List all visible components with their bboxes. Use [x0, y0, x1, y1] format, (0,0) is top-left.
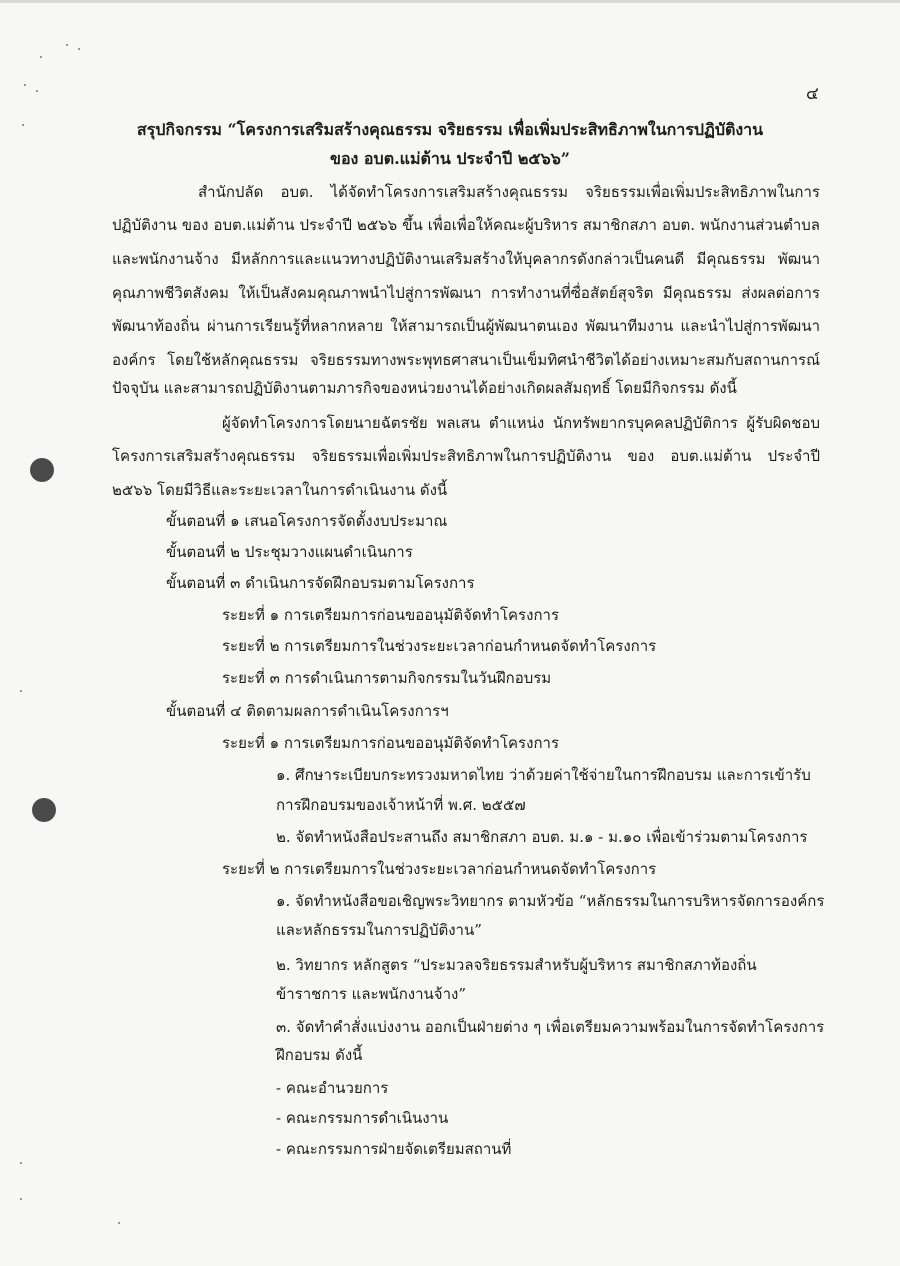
intro-line: พัฒนาท้องถิ่น ผ่านการเรียนรู้ที่หลากหลาย ให้สามารถเป็นผู้พัฒนาตนเอง พัฒนาทีมงาน และนำไปสู่การพัฒนา [112, 317, 820, 335]
intro-line: ปฏิบัติงาน ของ อบต.แม่ต้าน ประจำปี ๒๕๖๖ ขึ้น เพื่อเพื่อให้คณะผู้บริหาร สมาชิกสภา อบต. พนักงานส่วนตำบล [112, 216, 820, 234]
intro-line: คุณภาพชีวิตสังคม ให้เป็นสังคมคุณภาพนำไปสู่การพัฒนา การทำงานที่ซื่อสัตย์สุจริต มีคุณธรรม ส่งผลต่อการ [112, 284, 820, 302]
step-4: ขั้นตอนที่ ๔ ติดตามผลการดำเนินโครงการฯ [166, 702, 449, 720]
step-4-phase-2-item-2: ๒. วิทยากร หลักสูตร “ประมวลจริยธรรมสำหรับผู้บริหาร สมาชิกสภาท้องถิ่น [276, 956, 757, 974]
organizer-line: ๒๕๖๖ โดยมีวิธีและระยะเวลาในการดำเนินงาน ดังนี้ [112, 481, 448, 499]
committee-item: - คณะอำนวยการ [276, 1079, 389, 1097]
step-3-phase-2: ระยะที่ ๒ การเตรียมการในช่วงระยะเวลาก่อนกำหนดจัดทำโครงการ [222, 637, 657, 655]
intro-line: และพนักงานจ้าง มีหลักการและแนวทางปฏิบัติงานเสริมสร้างให้บุคลากรดังกล่าวเป็นคนดี มีคุณธรรม พัฒนา [112, 250, 820, 268]
scan-speck [20, 1162, 22, 1164]
step-4-phase-1: ระยะที่ ๑ การเตรียมการก่อนขออนุมัติจัดทำโครงการ [222, 734, 560, 752]
committee-item: - คณะกรรมการฝ่ายจัดเตรียมสถานที่ [276, 1140, 512, 1158]
step-3: ขั้นตอนที่ ๓ ดำเนินการจัดฝึกอบรมตามโครงการ [166, 574, 475, 592]
punch-hole-lower [32, 798, 56, 822]
step-4-phase-2-item-3: ๓. จัดทำคำสั่งแบ่งงาน ออกเป็นฝ่ายต่าง ๆ เพื่อเตรียมความพร้อมในการจัดทำโครงการ [276, 1018, 825, 1036]
committee-item: - คณะกรรมการดำเนินงาน [276, 1109, 449, 1127]
step-4-phase-2: ระยะที่ ๒ การเตรียมการในช่วงระยะเวลาก่อนกำหนดจัดทำโครงการ [222, 860, 657, 878]
step-1: ขั้นตอนที่ ๑ เสนอโครงการจัดตั้งงบประมาณ [166, 512, 448, 530]
scan-speck [40, 56, 42, 58]
intro-line: ปัจจุบัน และสามารถปฏิบัติงานตามภารกิจของหน่วยงานได้อย่างเกิดผลสัมฤทธิ์ โดยมีกิจกรรม ดังนี้ [112, 379, 737, 397]
step-4-phase-1-item-2: ๒. จัดทำหนังสือประสานถึง สมาชิกสภา อบต. ม.๑ - ม.๑๐ เพื่อเข้าร่วมตามโครงการ [276, 828, 808, 846]
page-number: ๔ [806, 84, 819, 104]
step-4-phase-2-item-1: ๑. จัดทำหนังสือขอเชิญพระวิทยากร ตามหัวข้อ “หลักธรรมในการบริหารจัดการองค์กร [276, 892, 825, 910]
step-3-phase-3: ระยะที่ ๓ การดำเนินการตามกิจกรรมในวันฝึกอบรม [222, 669, 552, 687]
organizer-line: ผู้จัดทำโครงการโดยนายฉัตรชัย พลเสน ตำแหน่ง นักทรัพยากรบุคคลปฏิบัติการ ผู้รับผิดชอบ [222, 414, 820, 432]
step-4-phase-2-item-2-cont: ข้าราชการ และพนักงานจ้าง” [276, 985, 467, 1003]
organizer-line: โครงการเสริมสร้างคุณธรรม จริยธรรมเพื่อเพิ่มประสิทธิภาพในการปฏิบัติงาน ของ อบต.แม่ต้าน ประจำปี [112, 447, 820, 465]
document-title-line-2: ของ อบต.แม่ต้าน ประจำปี ๒๕๖๖” [330, 149, 570, 168]
scan-speck [20, 690, 22, 692]
scan-speck [24, 84, 26, 86]
scan-speck [118, 1222, 120, 1224]
scan-speck [66, 44, 68, 46]
step-4-phase-2-item-3-cont: ฝึกอบรม ดังนี้ [276, 1046, 363, 1064]
scan-top-edge [0, 0, 900, 3]
scan-speck [20, 1198, 22, 1200]
punch-hole-upper [30, 458, 54, 482]
step-4-phase-1-item-1-cont: การฝึกอบรมของเจ้าหน้าที่ พ.ศ. ๒๕๕๗ [276, 796, 526, 814]
step-4-phase-1-item-1: ๑. ศึกษาระเบียบกระทรวงมหาดไทย ว่าด้วยค่าใช้จ่ายในการฝึกอบรม และการเข้ารับ [276, 766, 811, 784]
step-2: ขั้นตอนที่ ๒ ประชุมวางแผนดำเนินการ [166, 543, 413, 561]
scan-speck [36, 90, 38, 92]
intro-line: สำนักปลัด อบต. ได้จัดทำโครงการเสริมสร้างคุณธรรม จริยธรรมเพื่อเพิ่มประสิทธิภาพในการ [198, 183, 820, 201]
intro-line: องค์กร โดยใช้หลักคุณธรรม จริยธรรมทางพระพุทธศาสนาเป็นเข็มทิศนำชีวิตได้อย่างเหมาะสมกับสถานการณ์ [112, 351, 820, 369]
scan-speck [78, 48, 80, 50]
step-4-phase-2-item-1-cont: และหลักธรรมในการปฏิบัติงาน” [276, 921, 482, 939]
step-3-phase-1: ระยะที่ ๑ การเตรียมการก่อนขออนุมัติจัดทำโครงการ [222, 606, 560, 624]
document-title-line-1: สรุปกิจกรรม “โครงการเสริมสร้างคุณธรรม จริยธรรม เพื่อเพิ่มประสิทธิภาพในการปฏิบัติงาน [136, 120, 764, 139]
